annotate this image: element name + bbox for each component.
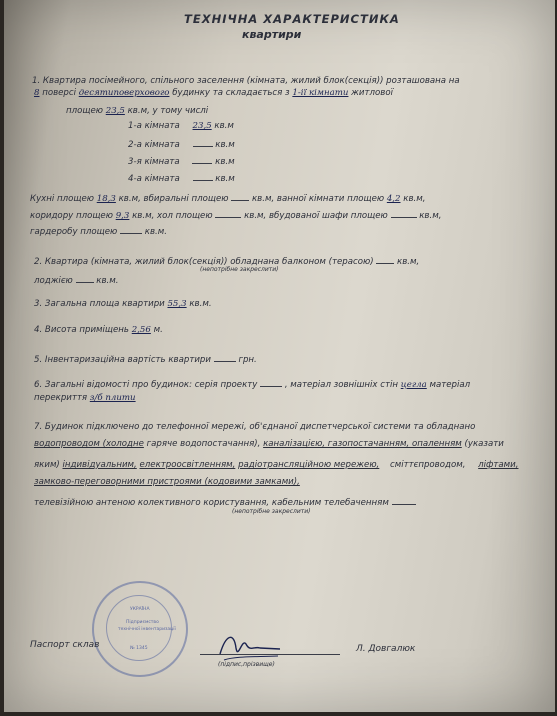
s1-line3: площею 23,5 кв.м, у тому числі xyxy=(66,106,209,116)
s2-line2: лоджією кв.м. xyxy=(34,276,119,286)
wardrobe-row: гардеробу площею кв.м. xyxy=(30,227,167,237)
rooms-value: 1-ії кімнати xyxy=(292,88,349,98)
building-value: десятиповерхового xyxy=(78,88,170,98)
s7-line5: телевізійною антеною колективного користування, кабельним телебаченням xyxy=(34,496,416,508)
footer-label: Паспорт склав xyxy=(30,640,100,650)
s5-line: 5. Інвентаризаційна вартість квартири грн. xyxy=(34,355,257,365)
room1-row: 1-а кімната 23,5 кв.м xyxy=(128,121,234,131)
floor-value: 8 xyxy=(34,88,40,98)
height-value: 2,56 xyxy=(131,325,151,335)
document-sheet xyxy=(4,0,555,712)
corridor-row: коридору площею 9,3 кв.м, хол площею кв.м, вбудованої шафи площею кв.м, xyxy=(30,211,442,221)
room4-row: 4-а кімната кв.м xyxy=(128,174,235,184)
doc-subtitle: квартири xyxy=(242,28,302,41)
room3-row: 3-я кімната кв.м xyxy=(128,157,235,167)
room1-value: 23,5 xyxy=(192,121,212,131)
kitchen-row: Кухні площею 18,3 кв.м, вбиральні площею кв.м, ванної кімнати площею 4,2 кв.м, xyxy=(30,194,426,204)
s7-line4: замково-переговорними пристроями (кодовими замками), xyxy=(34,477,300,487)
s6-line2: перекриття з/б плити xyxy=(34,393,136,403)
bath-value: 4,2 xyxy=(386,194,401,204)
s3-line: 3. Загальна площа квартири 55,3 кв.м. xyxy=(34,299,212,309)
s2-note: (непотрібне закреслити) xyxy=(200,266,279,273)
s7-note: (непотрібне закреслити) xyxy=(232,508,311,515)
corridor-value: 9,3 xyxy=(115,211,130,221)
walls-value: цегла xyxy=(400,380,427,390)
floors-value: з/б плити xyxy=(89,393,136,403)
compiler-name: Л. Довгалюк xyxy=(356,644,416,654)
living-area-value: 23,5 xyxy=(105,106,125,116)
s2-line1: 2. Квартира (кімната, жилий блок(секція)) обладнана балконом (терасою) кв.м, xyxy=(34,257,420,267)
s6-line1: 6. Загальні відомості про будинок: серія проекту , матеріал зовнішніх стін цегла матеріал xyxy=(34,380,471,390)
signature-line xyxy=(200,646,340,655)
s1-line2: 8 поверсі десятиповерхового будинку та складається з 1-ії кімнати житлової xyxy=(34,88,393,98)
stamp-line2: Підприємство xyxy=(126,620,159,625)
s4-line: 4. Висота приміщень 2,56 м. xyxy=(34,325,163,335)
s7-line3: яким) індивідуальним, електроосвітленням, радіотрансляційною мережею, сміттєпроводом, ліфтами, xyxy=(34,460,519,470)
stamp-line4: № 1345 xyxy=(130,646,148,651)
total-area-value: 55,3 xyxy=(167,299,187,309)
doc-title: ТЕХНІЧНА ХАРАКТЕРИСТИКА xyxy=(184,12,400,26)
s1-line1: 1. Квартира посімейного, спільного заселення (кімната, жилий блок(секція)) розташована на xyxy=(32,76,460,86)
stamp-line1: УКРАЇНА xyxy=(130,607,150,612)
room2-row: 2-а кімната кв.м xyxy=(128,140,235,150)
kitchen-value: 18,3 xyxy=(96,194,116,204)
stamp-line3: технічної інвентаризації xyxy=(118,627,176,632)
signature-note: (підпис,прізвище) xyxy=(218,661,275,668)
s7-line1: 7. Будинок підключено до телефонної мережі, об'єднаної диспетчерської системи та обладнано xyxy=(34,422,476,432)
s7-line2: водопроводом (холодне гаряче водопостачання), каналізацією, газопостачанням, опаленням (указати xyxy=(34,439,504,449)
